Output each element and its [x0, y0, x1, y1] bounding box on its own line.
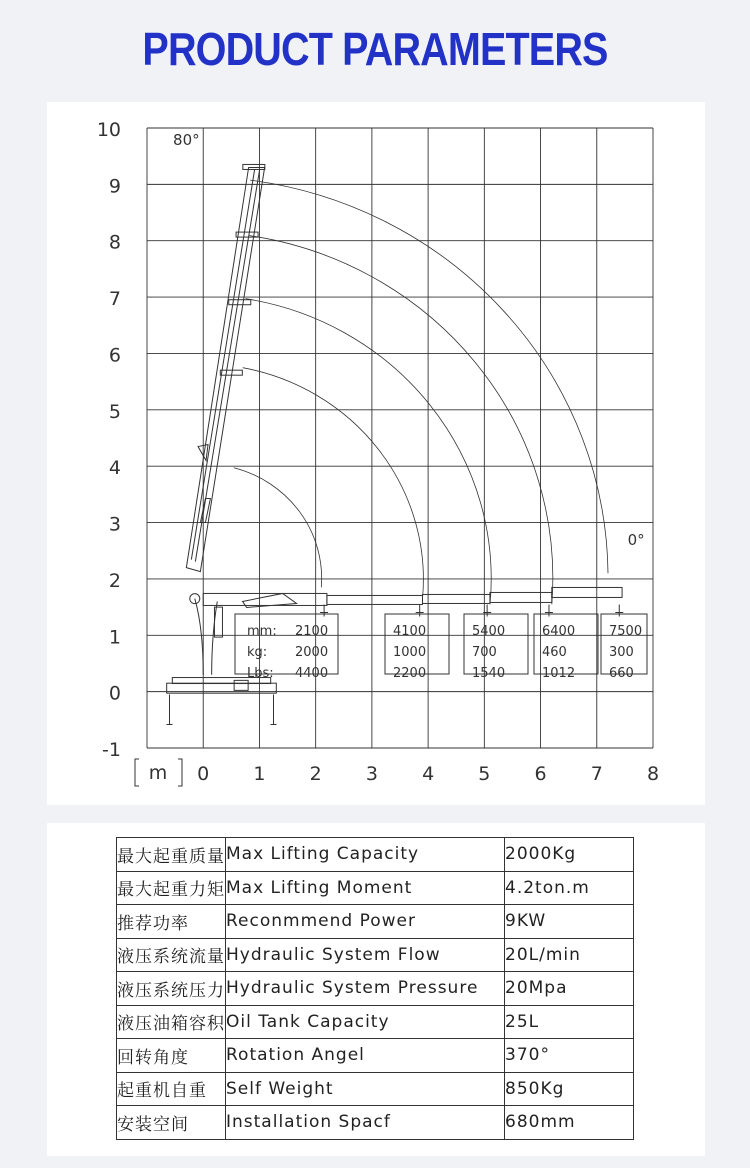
x-tick-label: 5: [478, 763, 491, 785]
spec-en-label: Max Lifting Capacity: [226, 838, 505, 872]
spec-en-label: Reconmmend Power: [226, 905, 505, 939]
reach-arc: [249, 236, 553, 605]
load-kg-value: 1000: [393, 645, 427, 660]
hook: [416, 604, 424, 616]
load-mm-value: 6400: [542, 624, 576, 639]
page-title: PRODUCT PARAMETERS: [142, 23, 608, 75]
load-lbs-value: 1540: [472, 666, 506, 681]
spec-cn-label: 回转角度: [117, 1039, 226, 1073]
x-tick-label: 2: [309, 763, 322, 785]
chart-axes: [97, 119, 659, 786]
spec-en-label: Hydraulic System Flow: [226, 938, 505, 972]
hook: [320, 604, 328, 616]
horizontal-boom-base: [203, 593, 327, 605]
load-lbs-value: 660: [609, 666, 634, 681]
spec-en-label: Max Lifting Moment: [226, 871, 505, 905]
spec-value: 370°: [505, 1039, 634, 1073]
y-tick-label: 0: [108, 682, 121, 705]
hook: [545, 604, 553, 616]
hook: [615, 604, 623, 616]
spec-row: [117, 1005, 634, 1039]
load-lbs-value: 1012: [542, 666, 576, 681]
y-tick-label: 3: [108, 513, 121, 536]
spec-en-label: Hydraulic System Pressure: [226, 972, 505, 1006]
x-tick-label: 6: [534, 763, 547, 785]
spec-cn-label: 起重机自重: [117, 1072, 226, 1106]
outrigger-right: [271, 694, 277, 724]
y-tick-label: 7: [108, 288, 121, 311]
spec-value: 850Kg: [505, 1072, 634, 1106]
boom-joint: [229, 300, 251, 305]
raised-boom-inner: [191, 169, 254, 559]
spec-table: [116, 837, 634, 1140]
load-box: [534, 614, 598, 674]
y-tick-label: 6: [108, 344, 121, 367]
spec-value: 680mm: [505, 1106, 634, 1140]
spec-panel: [47, 823, 705, 1156]
x-tick-label: 7: [590, 763, 603, 785]
load-chart-panel: [47, 102, 705, 805]
reach-arc: [246, 299, 492, 605]
spec-cn-label: 安装空间: [117, 1106, 226, 1140]
horizontal-boom-section: [552, 587, 622, 597]
x-tick-label: 0: [197, 763, 210, 785]
spec-cn-label: 液压系统流量: [117, 938, 226, 972]
outrigger-left: [166, 694, 172, 724]
load-box: [235, 614, 338, 674]
load-box: [464, 614, 528, 674]
angle-label-max: 80°: [173, 130, 200, 149]
spec-en-label: Installation Spacf: [226, 1106, 505, 1140]
spec-cn-label: 液压油箱容积: [117, 1005, 226, 1039]
load-mm-value: 5400: [472, 624, 506, 639]
load-kg-value: 700: [472, 645, 497, 660]
load-row-label: kg:: [247, 645, 268, 660]
load-kg-value: 300: [609, 645, 634, 660]
spec-value: 25L: [505, 1005, 634, 1039]
spec-row: [117, 838, 634, 872]
spec-row: [117, 905, 634, 939]
spec-value: 20Mpa: [505, 972, 634, 1006]
spec-row: [117, 1106, 634, 1140]
x-tick-label: 1: [253, 763, 266, 785]
unit-bracket-right: [178, 759, 182, 786]
spec-value: 2000Kg: [505, 838, 634, 872]
load-kg-value: 2000: [295, 645, 329, 660]
spec-en-label: Self Weight: [226, 1072, 505, 1106]
horizontal-boom-section: [490, 592, 552, 602]
spec-en-label: Oil Tank Capacity: [226, 1005, 505, 1039]
load-mm-value: 4100: [393, 624, 427, 639]
horizontal-boom-section: [422, 594, 489, 603]
y-tick-label: 8: [108, 231, 121, 254]
spec-cn-label: 液压系统压力: [117, 972, 226, 1006]
reach-arc: [234, 468, 322, 588]
load-kg-value: 460: [542, 645, 567, 660]
angle-label-min: 0°: [627, 531, 645, 550]
x-tick-label: 4: [422, 763, 435, 785]
column-left: [195, 599, 203, 675]
y-tick-label: 1: [108, 626, 121, 649]
spec-cn-label: 推荐功率: [117, 905, 226, 939]
load-row-label: mm:: [247, 624, 277, 639]
spec-value: 4.2ton.m: [505, 871, 634, 905]
horizontal-boom-section: [327, 595, 423, 604]
chart-labels: [173, 131, 647, 681]
spec-cn-label: 最大起重质量: [117, 838, 226, 872]
spec-row: [117, 972, 634, 1006]
load-mm-value: 7500: [609, 624, 643, 639]
spec-value: 9KW: [505, 905, 634, 939]
spec-en-label: Rotation Angel: [226, 1039, 505, 1073]
spec-value: 20L/min: [505, 938, 634, 972]
y-tick-label: 5: [108, 400, 121, 423]
y-tick-label: 9: [108, 175, 121, 198]
unit-label: m: [148, 762, 168, 784]
spec-row: [117, 871, 634, 905]
x-tick-label: 8: [646, 763, 660, 785]
load-chart: [47, 102, 705, 805]
spec-row: [117, 1039, 634, 1073]
spec-row: [117, 938, 634, 972]
base-block: [234, 680, 248, 690]
y-tick-label: -1: [102, 739, 121, 761]
spec-row: [117, 1072, 634, 1106]
load-box: [601, 614, 647, 674]
y-tick-label: 10: [96, 119, 121, 141]
y-tick-label: 2: [108, 569, 121, 592]
unit-bracket-left: [135, 759, 139, 786]
load-box: [385, 614, 449, 674]
load-lbs-value: 2200: [393, 666, 427, 681]
load-lbs-value: 4400: [295, 666, 329, 681]
load-mm-value: 2100: [295, 624, 329, 639]
reach-arc: [250, 180, 608, 573]
y-tick-label: 4: [108, 457, 121, 480]
spec-cn-label: 最大起重力矩: [117, 871, 226, 905]
load-row-label: Lbs:: [247, 666, 274, 681]
x-tick-label: 3: [365, 763, 378, 785]
